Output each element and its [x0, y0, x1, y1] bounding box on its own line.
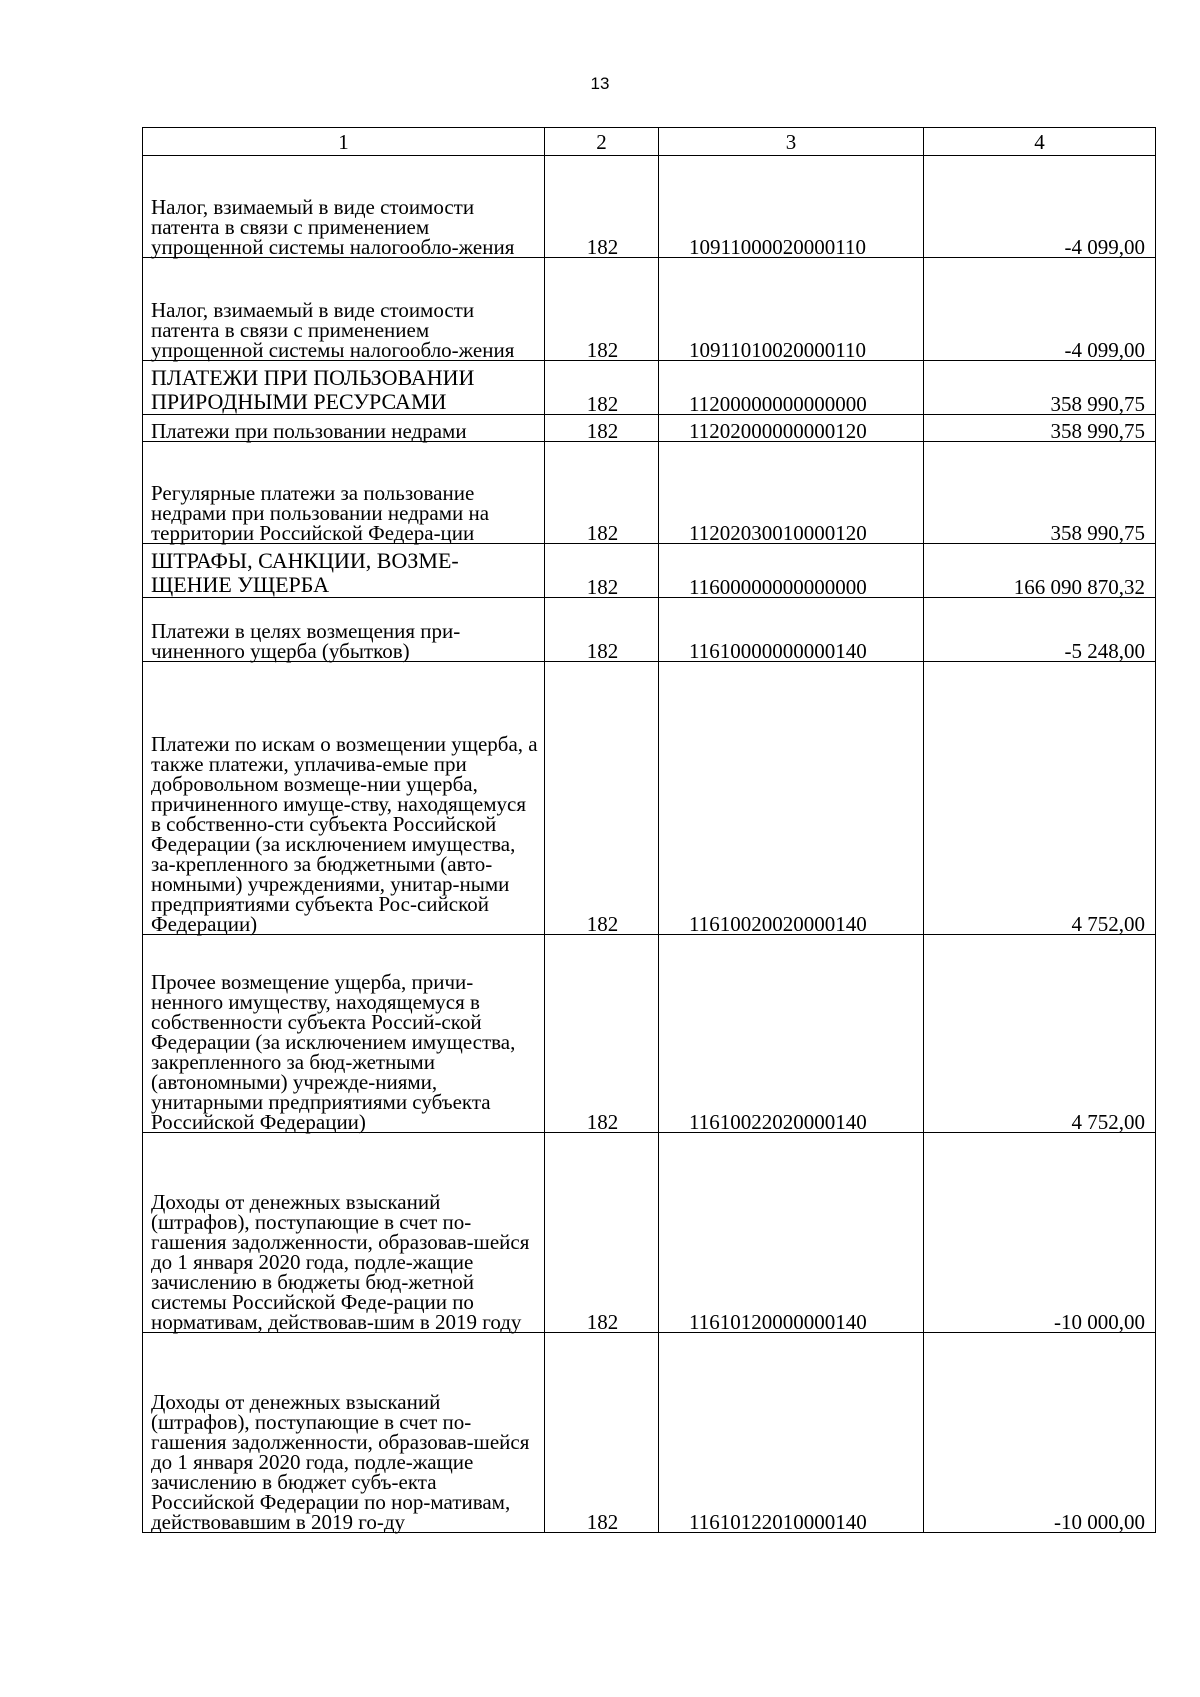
row-budget-code: 11202030010000120 — [659, 442, 924, 544]
row-name: ШТРАФЫ, САНКЦИИ, ВОЗМЕ-ЩЕНИЕ УЩЕРБА — [143, 544, 545, 598]
table-row — [143, 662, 1156, 935]
table-row — [143, 442, 1156, 544]
row-admin-code: 182 — [545, 1133, 659, 1333]
row-budget-code: 11610020020000140 — [659, 662, 924, 935]
table-row — [143, 415, 1156, 442]
row-amount: -10 000,00 — [924, 1133, 1156, 1333]
row-admin-code: 182 — [545, 1333, 659, 1533]
row-admin-code: 182 — [545, 544, 659, 598]
row-name: ПЛАТЕЖИ ПРИ ПОЛЬЗОВАНИИ ПРИРОДНЫМИ РЕСУРСАМИ — [143, 361, 545, 415]
row-admin-code: 182 — [545, 442, 659, 544]
row-amount: 4 752,00 — [924, 662, 1156, 935]
row-admin-code: 182 — [545, 662, 659, 935]
column-header-4: 4 — [924, 128, 1156, 156]
row-admin-code: 182 — [545, 156, 659, 258]
row-amount: 358 990,75 — [924, 361, 1156, 415]
row-budget-code: 11200000000000000 — [659, 361, 924, 415]
row-name: Платежи по искам о возмещении ущерба, а также платежи, уплачива-емые при добровольном возмеще-нии ущерба, причиненного имуще-ству, находящемуся в собственно-сти субъекта Российской Федерации (за исключением имущества, за-крепленного за бюджетными (авто-номными) учреждениями, унитар-ными предприятиями субъекта Рос-сийской Федерации) — [143, 662, 545, 935]
row-admin-code: 182 — [545, 935, 659, 1133]
row-amount: 4 752,00 — [924, 935, 1156, 1133]
row-name: Налог, взимаемый в виде стоимости патента в связи с применением упрощенной системы налогообло-жения — [143, 258, 545, 361]
table-row — [143, 1333, 1156, 1533]
row-budget-code: 11600000000000000 — [659, 544, 924, 598]
table-row — [143, 598, 1156, 662]
column-header-1: 1 — [143, 128, 545, 156]
row-amount: 166 090 870,32 — [924, 544, 1156, 598]
revenue-table — [142, 127, 1156, 1533]
row-amount: -4 099,00 — [924, 258, 1156, 361]
row-budget-code: 11610022020000140 — [659, 935, 924, 1133]
row-name: Доходы от денежных взысканий (штрафов), поступающие в счет по-гашения задолженности, образовав-шейся до 1 января 2020 года, подле-жащие зачислению в бюджеты бюд-жетной системы Российской Феде-рации по нормативам, действовав-шим в 2019 году — [143, 1133, 545, 1333]
row-budget-code: 11610000000000140 — [659, 598, 924, 662]
row-amount: -4 099,00 — [924, 156, 1156, 258]
row-name: Регулярные платежи за пользование недрами при пользовании недрами на территории Российской Федера-ции — [143, 442, 545, 544]
row-admin-code: 182 — [545, 258, 659, 361]
row-budget-code: 10911000020000110 — [659, 156, 924, 258]
row-amount: -10 000,00 — [924, 1333, 1156, 1533]
row-budget-code: 10911010020000110 — [659, 258, 924, 361]
table-row — [143, 156, 1156, 258]
row-name: Доходы от денежных взысканий (штрафов), поступающие в счет по-гашения задолженности, образовав-шейся до 1 января 2020 года, подле-жащие зачислению в бюджет субъ-екта Российской Федерации по нор-мативам, действовавшим в 2019 го-ду — [143, 1333, 545, 1533]
row-name: Налог, взимаемый в виде стоимости патента в связи с применением упрощенной системы налогообло-жения — [143, 156, 545, 258]
page-number: 13 — [590, 74, 610, 93]
row-budget-code: 11610122010000140 — [659, 1333, 924, 1533]
row-amount: 358 990,75 — [924, 442, 1156, 544]
table-row — [143, 258, 1156, 361]
row-admin-code: 182 — [545, 415, 659, 442]
column-header-2: 2 — [545, 128, 659, 156]
row-budget-code: 11610120000000140 — [659, 1133, 924, 1333]
column-header-3: 3 — [659, 128, 924, 156]
table-row — [143, 361, 1156, 415]
table-row — [143, 935, 1156, 1133]
row-amount: 358 990,75 — [924, 415, 1156, 442]
table-header-row — [143, 128, 1156, 156]
row-name: Платежи при пользовании недрами — [143, 415, 545, 442]
row-name: Платежи в целях возмещения при-чиненного ущерба (убытков) — [143, 598, 545, 662]
row-admin-code: 182 — [545, 361, 659, 415]
row-amount: -5 248,00 — [924, 598, 1156, 662]
table-row — [143, 544, 1156, 598]
row-name: Прочее возмещение ущерба, причи-ненного имуществу, находящемуся в собственности субъекта Россий-ской Федерации (за исключением имущества, закрепленного за бюд-жетными (автономными) учрежде-ниями, унитарными предприятиями субъекта Российской Федерации) — [143, 935, 545, 1133]
table-row — [143, 1133, 1156, 1333]
row-budget-code: 11202000000000120 — [659, 415, 924, 442]
row-admin-code: 182 — [545, 598, 659, 662]
